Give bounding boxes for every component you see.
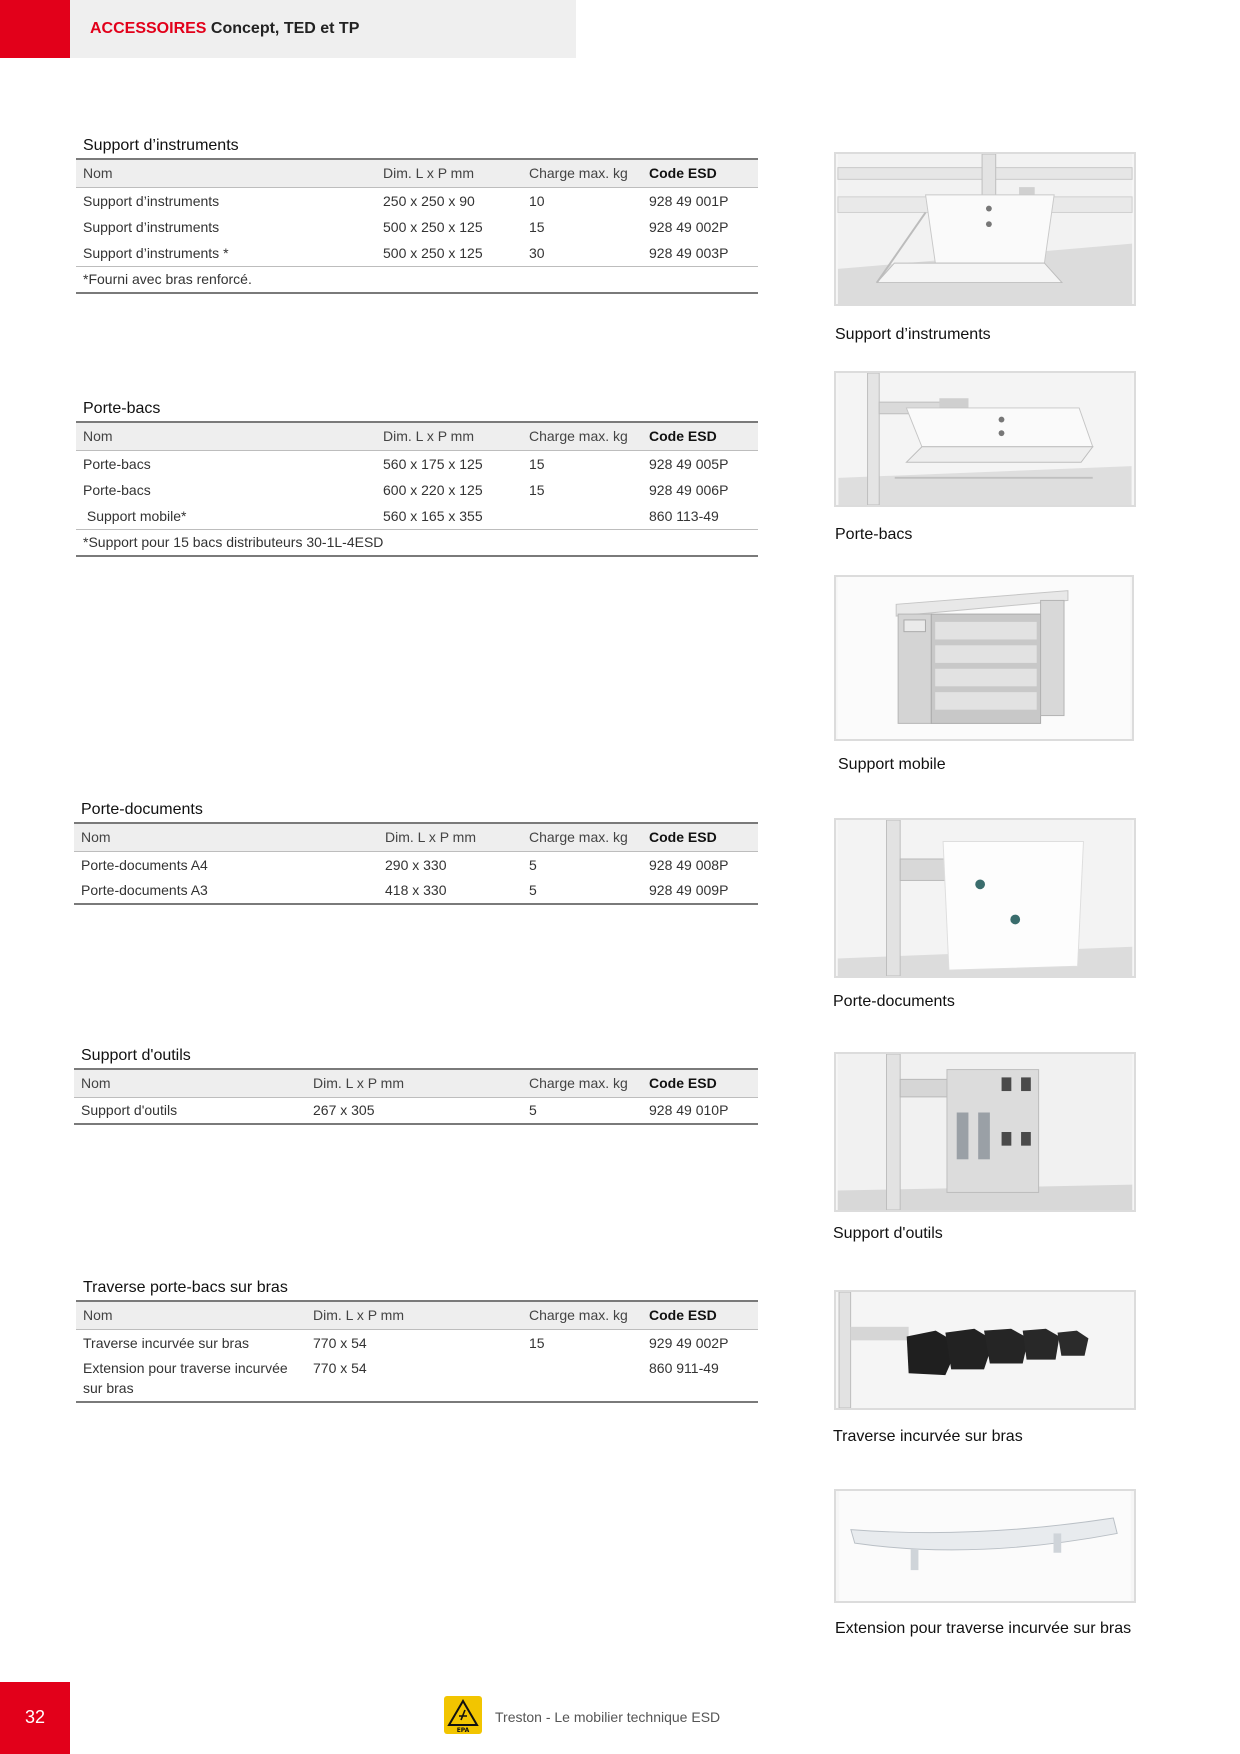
col-header-nom: Nom (76, 1301, 306, 1329)
cell-code: 928 49 006P (649, 481, 729, 498)
caption-porte-bacs: Porte-bacs (835, 526, 913, 543)
cell-charge: 15 (529, 481, 545, 498)
photo-support-outils (834, 1052, 1136, 1212)
cell-dim: 250 x 250 x 90 (383, 192, 475, 209)
photo-support-mobile (834, 575, 1134, 741)
cell-nom: Porte-bacs (83, 481, 151, 498)
table-row (76, 450, 758, 477)
cell-nom: Support mobile* (83, 508, 187, 524)
cell-nom: Support d’instruments (83, 192, 220, 209)
cell-charge: 15 (529, 218, 545, 235)
table-row (76, 1329, 758, 1356)
table-row (76, 187, 758, 214)
section-title: Traverse porte-bacs sur bras (83, 1279, 288, 1296)
cell-charge (522, 503, 642, 530)
photo-porte-bacs (834, 371, 1136, 507)
cell-code: 928 49 002P (649, 218, 729, 235)
table-note-row (76, 530, 758, 556)
caption-support-outils: Support d'outils (833, 1225, 943, 1242)
table-note-row (76, 267, 758, 293)
cell-nom: Traverse incurvée sur bras (83, 1334, 249, 1351)
cell-nom: Support d’instruments (83, 218, 220, 235)
col-header-charge: Charge max. kg (522, 1301, 642, 1329)
cell-code: 860 911-49 (642, 1356, 758, 1402)
cell-code: 928 49 008P (649, 856, 729, 873)
cell-dim: 418 x 330 (378, 878, 522, 905)
col-header-dim: Dim. L x P mm (376, 159, 522, 187)
cell-dim: 770 x 54 (313, 1334, 367, 1351)
footer-text: Treston - Le mobilier technique ESD (495, 1709, 721, 1725)
photo-traverse-incurvee (834, 1290, 1136, 1410)
spec-table (76, 421, 758, 557)
spec-table (74, 822, 758, 905)
support-outils-illustration (836, 1054, 1134, 1210)
table-note: *Support pour 15 bacs distributeurs 30-1L-4ESD (76, 530, 758, 556)
col-header-dim: Dim. L x P mm (306, 1301, 522, 1329)
esd-warning-icon (444, 1696, 482, 1734)
cell-charge: 5 (522, 1097, 642, 1124)
header-subtitle: Concept, TED et TP (210, 20, 360, 37)
cell-code: 928 49 009P (642, 878, 758, 905)
table-note: *Fourni avec bras renforcé. (76, 267, 758, 293)
table-row (76, 240, 758, 267)
cell-charge: 5 (529, 856, 537, 873)
table-header (74, 1069, 758, 1097)
cell-dim: 560 x 175 x 125 (383, 455, 483, 472)
spec-table (76, 1300, 758, 1403)
caption-extension: Extension pour traverse incurvée sur bras (835, 1620, 1132, 1637)
page-header-title (90, 20, 359, 38)
cell-code: 860 113-49 (649, 508, 719, 524)
cell-dim: 500 x 250 x 125 (383, 218, 483, 235)
cell-nom: Porte-bacs (83, 455, 151, 472)
caption-support-instruments: Support d’instruments (835, 326, 991, 343)
cell-dim: 267 x 305 (306, 1097, 522, 1124)
cell-charge: 10 (529, 192, 545, 209)
col-header-code: Code ESD (642, 823, 758, 851)
cell-charge: 5 (522, 878, 642, 905)
cell-charge (522, 1356, 642, 1402)
cell-nom: Porte-documents A4 (81, 856, 208, 873)
caption-porte-documents: Porte-documents (833, 993, 955, 1010)
photo-porte-documents (834, 818, 1136, 978)
section-title: Porte-documents (81, 801, 203, 818)
table-header (76, 159, 758, 187)
header-accent: ACCESSOIRES (90, 20, 207, 37)
page-number: 32 (24, 1707, 46, 1727)
col-header-charge: Charge max. kg (522, 1069, 642, 1097)
cell-charge: 15 (529, 1334, 545, 1351)
col-header-code: Code ESD (642, 422, 758, 450)
table-row (76, 477, 758, 504)
section-support-outils (74, 1044, 758, 1125)
section-traverse (76, 1276, 758, 1403)
col-header-nom: Nom (74, 1069, 306, 1097)
cell-nom: Porte-documents A3 (74, 878, 378, 905)
col-header-dim: Dim. L x P mm (306, 1069, 522, 1097)
cell-dim: 290 x 330 (385, 856, 447, 873)
spec-table (76, 158, 758, 294)
section-porte-bacs (76, 397, 758, 557)
col-header-dim: Dim. L x P mm (376, 422, 522, 450)
section-support-instruments (76, 134, 758, 294)
table-header (74, 823, 758, 851)
esd-logo-text: EPA (456, 1727, 470, 1734)
cell-dim: 500 x 250 x 125 (383, 245, 483, 261)
table-row (74, 878, 758, 905)
traverse-incurvee-illustration (836, 1292, 1134, 1408)
col-header-code: Code ESD (642, 1301, 758, 1329)
table-header (76, 422, 758, 450)
table-row (76, 214, 758, 241)
cell-code: 928 49 010P (642, 1097, 758, 1124)
cell-code: 929 49 002P (649, 1334, 729, 1351)
support-mobile-illustration (836, 577, 1132, 739)
esd-logo-graphic (444, 1696, 482, 1734)
col-header-nom: Nom (76, 422, 376, 450)
cell-code: 928 49 005P (649, 455, 729, 472)
table-header (76, 1301, 758, 1329)
cell-dim: 770 x 54 (306, 1356, 522, 1402)
table-row (74, 851, 758, 878)
col-header-nom: Nom (76, 159, 376, 187)
cell-nom: Extension pour traverse incurvée sur bras (76, 1356, 306, 1402)
photo-extension (834, 1489, 1136, 1603)
col-header-nom: Nom (74, 823, 378, 851)
col-header-code: Code ESD (642, 1069, 758, 1097)
cell-nom: Support d'outils (74, 1097, 306, 1124)
table-row (76, 1356, 758, 1402)
extension-illustration (836, 1491, 1134, 1601)
cell-code: 928 49 001P (649, 192, 729, 209)
porte-documents-illustration (836, 820, 1134, 976)
cell-dim: 560 x 165 x 355 (383, 508, 483, 524)
header-red-block (0, 0, 70, 58)
caption-traverse-incurvee: Traverse incurvée sur bras (833, 1428, 1023, 1445)
section-porte-documents (74, 798, 758, 905)
col-header-charge: Charge max. kg (522, 422, 642, 450)
cell-nom: Support d’instruments * (83, 245, 229, 261)
section-title: Support d’instruments (83, 137, 239, 154)
col-header-charge: Charge max. kg (522, 159, 642, 187)
porte-bacs-illustration (836, 373, 1134, 505)
col-header-code: Code ESD (642, 159, 758, 187)
cell-charge: 15 (529, 455, 545, 472)
section-title: Porte-bacs (83, 400, 161, 417)
caption-support-mobile: Support mobile (838, 756, 946, 773)
section-title: Support d'outils (81, 1047, 191, 1064)
photo-support-instruments (834, 152, 1136, 306)
spec-table (74, 1068, 758, 1125)
col-header-charge: Charge max. kg (522, 823, 642, 851)
table-row (74, 1097, 758, 1124)
table-row (76, 503, 758, 530)
support-instruments-illustration (836, 154, 1134, 304)
cell-charge: 30 (529, 245, 545, 261)
cell-code: 928 49 003P (649, 245, 729, 261)
cell-dim: 600 x 220 x 125 (383, 481, 483, 498)
col-header-dim: Dim. L x P mm (378, 823, 522, 851)
